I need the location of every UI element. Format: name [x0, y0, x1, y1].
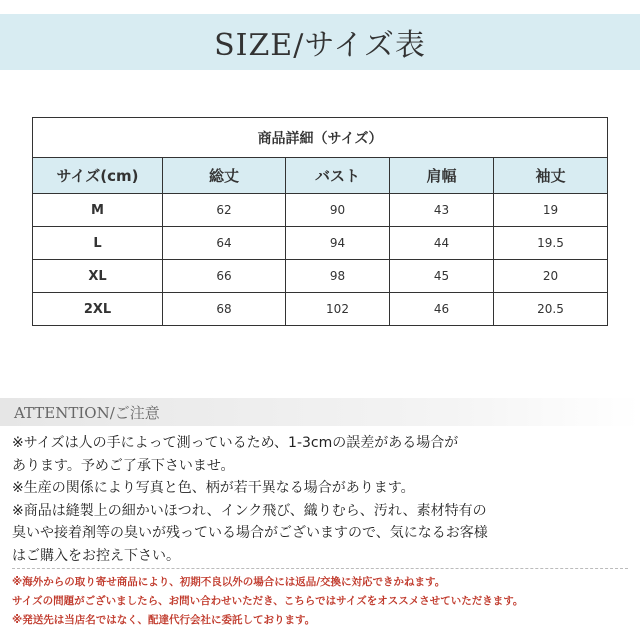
column-header-size: サイズ(cm) [33, 158, 163, 194]
attention-title: ATTENTION/ご注意 [14, 403, 160, 422]
table-cell: 94 [286, 227, 390, 260]
table-cell: 46 [390, 293, 494, 326]
table-row [33, 293, 608, 326]
warning-line: ※海外からの取り寄せ商品により、初期不良以外の場合には返品/交換に対応できかねます。 [12, 576, 446, 588]
attention-banner [0, 398, 640, 426]
warning-line: サイズの問題がございましたら、お問い合わせいただき、こちらではサイズをオススメさせていただきます。 [12, 595, 524, 607]
table-cell: 20 [494, 260, 608, 293]
table-row [33, 227, 608, 260]
table-cell: 44 [390, 227, 494, 260]
column-header-bust: バスト [286, 158, 390, 194]
note-line: あります。予めご了承下さいませ。 [12, 457, 235, 474]
column-header-shoulder: 肩幅 [390, 158, 494, 194]
table-cell: 19.5 [494, 227, 608, 260]
table-cell: 98 [286, 260, 390, 293]
size-table [32, 117, 608, 326]
note-line: ※サイズは人の手によって測っているため、1-3cmの誤差がある場合が [12, 435, 459, 451]
table-row [33, 194, 608, 227]
size-cell: XL [33, 260, 163, 293]
attention-notes [12, 432, 632, 567]
table-cell: 62 [163, 194, 286, 227]
note-line: はご購入をお控え下さい。 [12, 547, 180, 564]
note-line: ※商品は縫製上の細かいほつれ、インク飛び、織りむら、汚れ、素材特有の [12, 502, 487, 519]
size-cell: M [33, 194, 163, 227]
table-cell: 66 [163, 260, 286, 293]
table-cell: 19 [494, 194, 608, 227]
table-cell: 102 [286, 293, 390, 326]
note-line: 臭いや接着剤等の臭いが残っている場合がございますので、気になるお客様 [12, 525, 488, 541]
column-header-sleeve: 袖丈 [494, 158, 608, 194]
table-cell: 64 [163, 227, 286, 260]
note-line: ※生産の関係により写真と色、柄が若干異なる場合があります。 [12, 480, 415, 496]
table-caption: 商品詳細（サイズ） [33, 118, 608, 158]
table-row [33, 260, 608, 293]
section-divider [12, 568, 628, 569]
column-header-total-length: 総丈 [163, 158, 286, 194]
table-cell: 90 [286, 194, 390, 227]
title-banner [0, 14, 640, 70]
size-cell: L [33, 227, 163, 260]
table-cell: 68 [163, 293, 286, 326]
size-cell: 2XL [33, 293, 163, 326]
warning-notes [12, 573, 632, 630]
table-cell: 20.5 [494, 293, 608, 326]
page-title: SIZE/サイズ表 [214, 28, 426, 63]
table-cell: 45 [390, 260, 494, 293]
warning-line: ※発送先は当店名ではなく、配達代行会社に委託しております。 [12, 614, 316, 626]
table-cell: 43 [390, 194, 494, 227]
